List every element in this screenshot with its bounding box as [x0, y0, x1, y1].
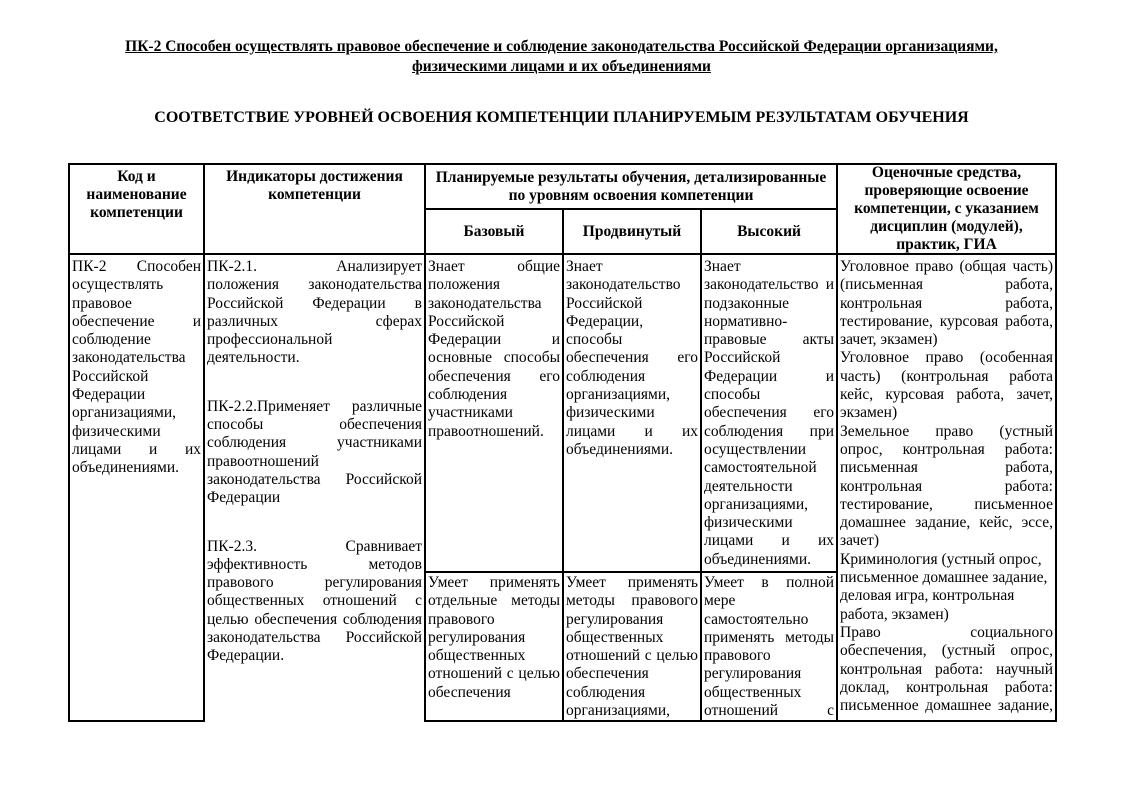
cell-indicators	[205, 255, 426, 722]
indicator-item: ПК-2.3. Сравнивает эффективность методов правового регулирования общественных отношений с целью обеспечения соблюдения законодательства Российской Федерации.	[207, 537, 422, 665]
header-level-basic: Базовый	[426, 210, 564, 255]
assessment-item: Уголовное право (особенная часть) (контрольная работа кейс, курсовая работа, зачет, экзамен)	[840, 349, 1053, 422]
header-level-high: Высокий	[702, 210, 838, 255]
indicator-item: ПК-2.2.Применяет различные способы обеспечения соблюдения участниками правоотношений законодательства Российской Федерации	[207, 397, 422, 507]
header-planned-results: Планируемые результаты обучения, детализированные по уровням освоения компетенции	[426, 165, 838, 210]
assessment-item: Уголовное право (общая часть) (письменная работа, контрольная работа, тестирование, курсовая работа, зачет, экзамен)	[840, 258, 1053, 349]
competency-table	[68, 163, 1057, 722]
section-heading: СООТВЕТСТВИЕ УРОВНЕЙ ОСВОЕНИЯ КОМПЕТЕНЦИИ ПЛАНИРУЕМЫМ РЕЗУЛЬТАТАМ ОБУЧЕНИЯ	[154, 109, 969, 126]
cell-competence: ПК-2 Способен осуществлять правовое обеспечение и соблюдение законодательства Российской Федерации организациями, физическими лицами и их объединениями.	[70, 255, 205, 722]
cell-able-basic: Умеет применять отдельные методы правового регулирования общественных отношений с целью обеспечения	[426, 573, 564, 722]
assessment-item: Право социального обеспечения, (устный опрос, контрольная работа: научный доклад, контрольная работа: письменное домашнее задание,	[840, 623, 1053, 715]
header-level-advanced: Продвинутый	[564, 210, 702, 255]
cell-able-advanced: Умеет применять методы правового регулирования общественных отношений с целью обеспечения соблюдения организациями,	[564, 573, 702, 722]
indicator-item: ПК-2.1. Анализирует положения законодательства Российской Федерации в различных сферах профессиональной деятельности.	[207, 258, 422, 367]
cell-knows-advanced: Знает законодательство Российской Федерации, способы обеспечения его соблюдения организациями, физическими лицами и их объединениями.	[564, 255, 702, 573]
assessment-item: Криминология (устный опрос, письменное домашнее задание, деловая игра, контрольная работа, экзамен)	[840, 550, 1048, 623]
header-indicators: Индикаторы достижения компетенции	[205, 165, 426, 255]
cell-knows-high: Знает законодательство и подзаконные нормативно-правовые акты Российской Федерации и способы обеспечения его соблюдения при осуществлении самостоятельной деятельности организациями, физическими лицами и их объединениями.	[702, 255, 838, 573]
header-assessment-tools: Оценочные средства, проверяющие освоение компетенции, с указанием дисциплин (модулей), практик, ГИА	[838, 165, 1055, 255]
header-competence-code-name: Код и наименование компетенции	[70, 165, 205, 255]
cell-able-high: Умеет в полной мере самостоятельно применять методы правового регулирования общественных отношений с	[702, 573, 838, 722]
cell-assessment-tools	[838, 255, 1055, 722]
cell-knows-basic: Знает общие положения законодательства Российской Федерации и основные способы обеспечения его соблюдения участниками правоотношений.	[426, 255, 564, 573]
document-title: ПК-2 Способен осуществлять правовое обеспечение и соблюдение законодательства Российской Федерации организациями, физическими лицами и их объединениями	[125, 38, 998, 75]
assessment-item: Земельное право (устный опрос, контрольная работа: письменная работа, контрольная работа: тестирование, письменное домашнее задание, кейс, эссе, зачет)	[840, 422, 1053, 550]
